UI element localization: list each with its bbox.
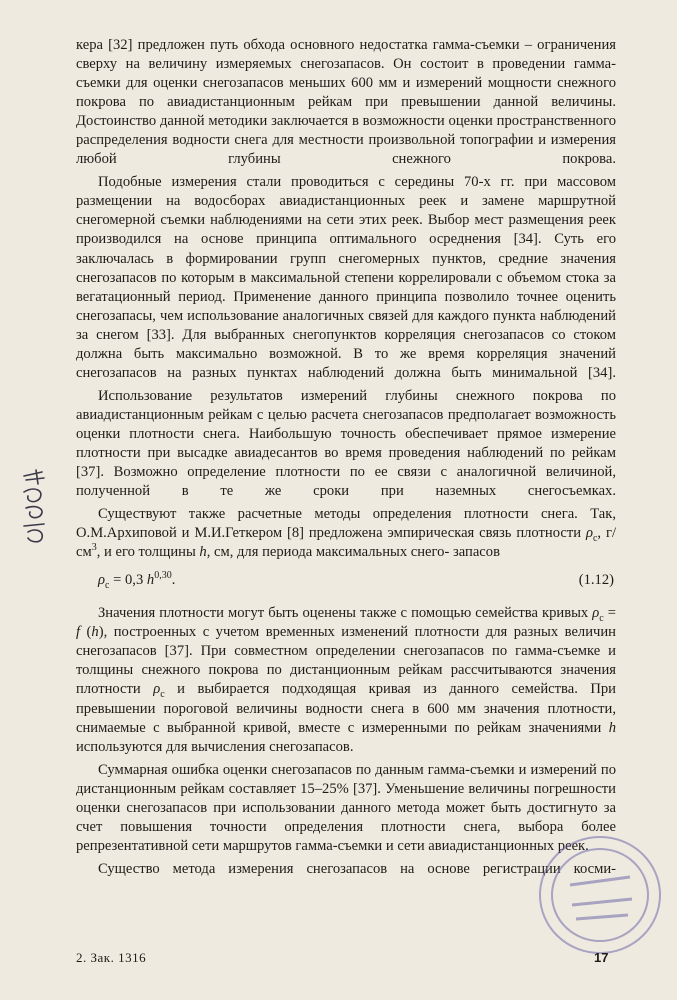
paragraph-2: Подобные измерения стали проводиться с середины 70-х гг. при массовом размещении на водосборах авиадистанционных реек и замене маршрутной снегомерной съемки наблюдениями на сети этих реек. Выбор мест размещения реек производился на основе принципа оптимального осреднения [34]. Суть его заключалась в формировании групп снегомерных пунктов, средние значения снегозапасов по которым в максимальной степени коррелировали с объемом стока за вегатационный период. Применение данного принципа позволило точнее оценить снегозапасы, чем использование аналогичных связей для каждого пункта наблюдений за снегом [33]. Для выбранных снегопунктов корреляция снегозапасов со стоком должна быть максимально возможной. В то же время корреляция значений снегозапасов на разных пунктах наблюдений должна быть минимальной [34]. — [76, 174, 616, 381]
cm-cube-superscript: 3 — [91, 542, 97, 554]
paragraph-7: Существо метода измерения снегозапасов на основе регистрации косми- — [98, 860, 616, 877]
paragraph-1: кера [32] предложен путь обхода основного недостатка гамма-съемки – ограничения сверху на величину измеряемых снегозапасов. Он состоит в проведении гамма-съемки для оценки снегозапасов меньших 600 мм и измерений мощности снежного покрова по авиадистанционным рейкам при превышении данной величины. Достоинство данной методики заключается в возможности оценки пространственного распределения водности снега для местности произвольной топографии и измерения любой глубины снежного покрова. — [76, 37, 616, 168]
p5-h: h — [91, 624, 99, 641]
p5-a: Значения плотности могут быть оценены также с помощью семейства кривых — [98, 605, 593, 622]
p5-h2: h — [608, 719, 616, 736]
p4-line3d: , см, для периода максимальных снего- — [206, 544, 450, 561]
p4-line1: Существуют также расчетные методы определения плотности снега. Так, — [98, 506, 616, 523]
p5-c: ( — [80, 624, 92, 641]
footer-order-number: 2. Зак. 1316 — [76, 950, 147, 965]
p5-rho2-sub: с — [160, 689, 165, 701]
p5-d: ), построенных с учетом временных изменений плотности для разных величин снегозапасов [37]. При совместном определении снегозапасов по гамма-съемке и толщины снежного покрова по дистанционным рейкам рассчитываются значения плотности — [76, 624, 616, 698]
library-stamp-icon — [520, 815, 670, 965]
page-number: 17 — [594, 950, 609, 965]
p5-rho: ρ — [592, 605, 600, 622]
rho-subscript: с — [592, 533, 598, 545]
p5-rho2: ρ — [153, 681, 161, 698]
handwritten-margin-note — [14, 468, 60, 548]
paragraph-6: Суммарная ошибка оценки снегозапасов по данным гамма-съемки и измерений по дистанционным рейкам составляет 15–25% [37]. Уменьшение величины погрешности оценки снегозапасов при использовании данного метода может быть достигнуто за счет повышения точности определения плотности снега, выбора более репрезентативной сети маршрутов гамма-съемки и сети авиадистанционных реек. — [76, 761, 616, 854]
formula-dot: . — [171, 572, 176, 589]
paragraph-4 — [76, 505, 616, 562]
p4-line4: запасов — [452, 544, 500, 561]
formula-eq: = 0,3 — [109, 572, 147, 589]
formula-number: (1.12) — [578, 572, 614, 589]
paragraph-3: Использование результатов измерений глубины снежного покрова по авиадистанционным рейкам с целью расчета снегозапасов предполагает возможность оценки плотности снега. Наибольшую точность обеспечивает прямое измерение плотности при высадке авиадесантов во время проведения наблюдений по рейкам [37]. Возможно определение плотности по ее связи с аналогичной величиной, полученной в те же сроки при наземных снегосъемках. — [76, 387, 616, 500]
p5-rho-sub: с — [599, 613, 604, 625]
body-text — [76, 36, 616, 883]
formula-1-12 — [76, 566, 616, 596]
formula-rho-sub: с — [105, 580, 110, 592]
p4-line3b: , г/см — [76, 525, 616, 561]
h-symbol: h — [199, 544, 207, 561]
formula-exponent: 0,30 — [154, 570, 172, 582]
p5-f: f — [76, 624, 81, 641]
p4-line3a: плотности — [516, 525, 586, 542]
p5-b: = — [603, 605, 616, 622]
p4-line2: О.М.Архиповой и М.И.Геткером [8] предложена эмпирическая связь — [76, 525, 512, 542]
formula-h: h — [146, 572, 155, 589]
formula-rho: ρ — [98, 572, 106, 589]
formula-body — [98, 571, 175, 590]
p5-e: и выбирается подходящая кривая из данного семейства. При превышении пороговой величины водности снега в 600 мм значения плотности, снимаемые с выбранной кривой, вместе с измеренными по рейкам значениями — [76, 681, 616, 736]
handwritten-number-icon — [14, 468, 60, 548]
p5-g: используются для вычисления снегозапасов. — [76, 738, 354, 755]
rho-symbol: ρ — [585, 525, 593, 542]
p4-line3c: , и его толщины — [96, 544, 200, 561]
paragraph-5 — [76, 604, 616, 756]
